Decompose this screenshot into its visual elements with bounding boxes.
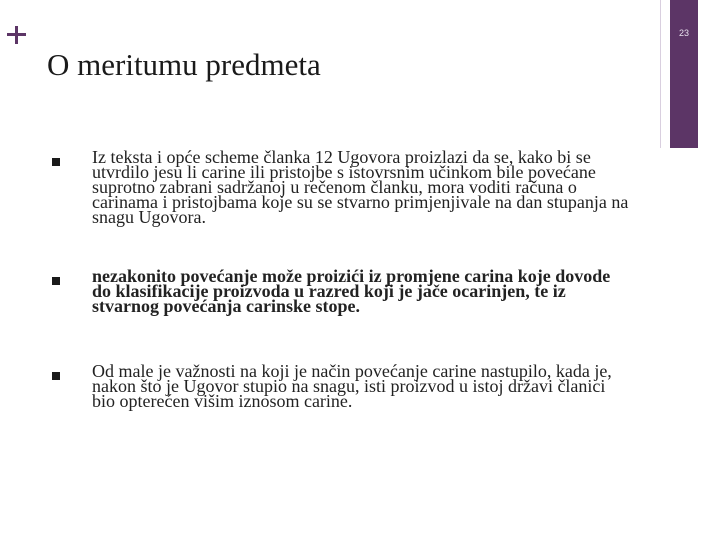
plus-icon-horizontal [7,33,26,36]
list-item [52,361,632,411]
bullet-text: nezakonito povećanje može proizići iz promjene carina koje dovode do klasifikacije proizvoda u razred koji je jače ocarinjen, te iz stvarnog povećanja carinske stope. [92,266,611,316]
list-item [52,266,632,316]
square-bullet-icon [52,372,60,380]
square-bullet-icon [52,277,60,285]
slide-title: O meritumu predmeta [47,47,321,82]
page-number: 23 [678,28,689,38]
bullet-text: Iz teksta i opće scheme članka 12 Ugovora proizlazi da se, kako bi se utvrdilo jesu li carine ili pristojbe s istovrsnim učinkom bile povećane suprotno zabrani sadržanoj u rečenom članku, mora voditi računa o carinama i pristojbama koje su se stvarno primjenjivale na dan stupanja na snagu Ugovora. [92,147,629,227]
list-item [52,147,632,227]
bullet-text: Od male je važnosti na koji je način povećanje carine nastupilo, kada je, nakon što je Ugovor stupio na snagu, isti proizvod u istoj državi članici bio opterećen višim iznosom carine. [92,361,612,411]
square-bullet-icon [52,158,60,166]
bullet-list [52,147,632,411]
accent-bar [670,0,698,148]
header-divider [660,0,661,148]
